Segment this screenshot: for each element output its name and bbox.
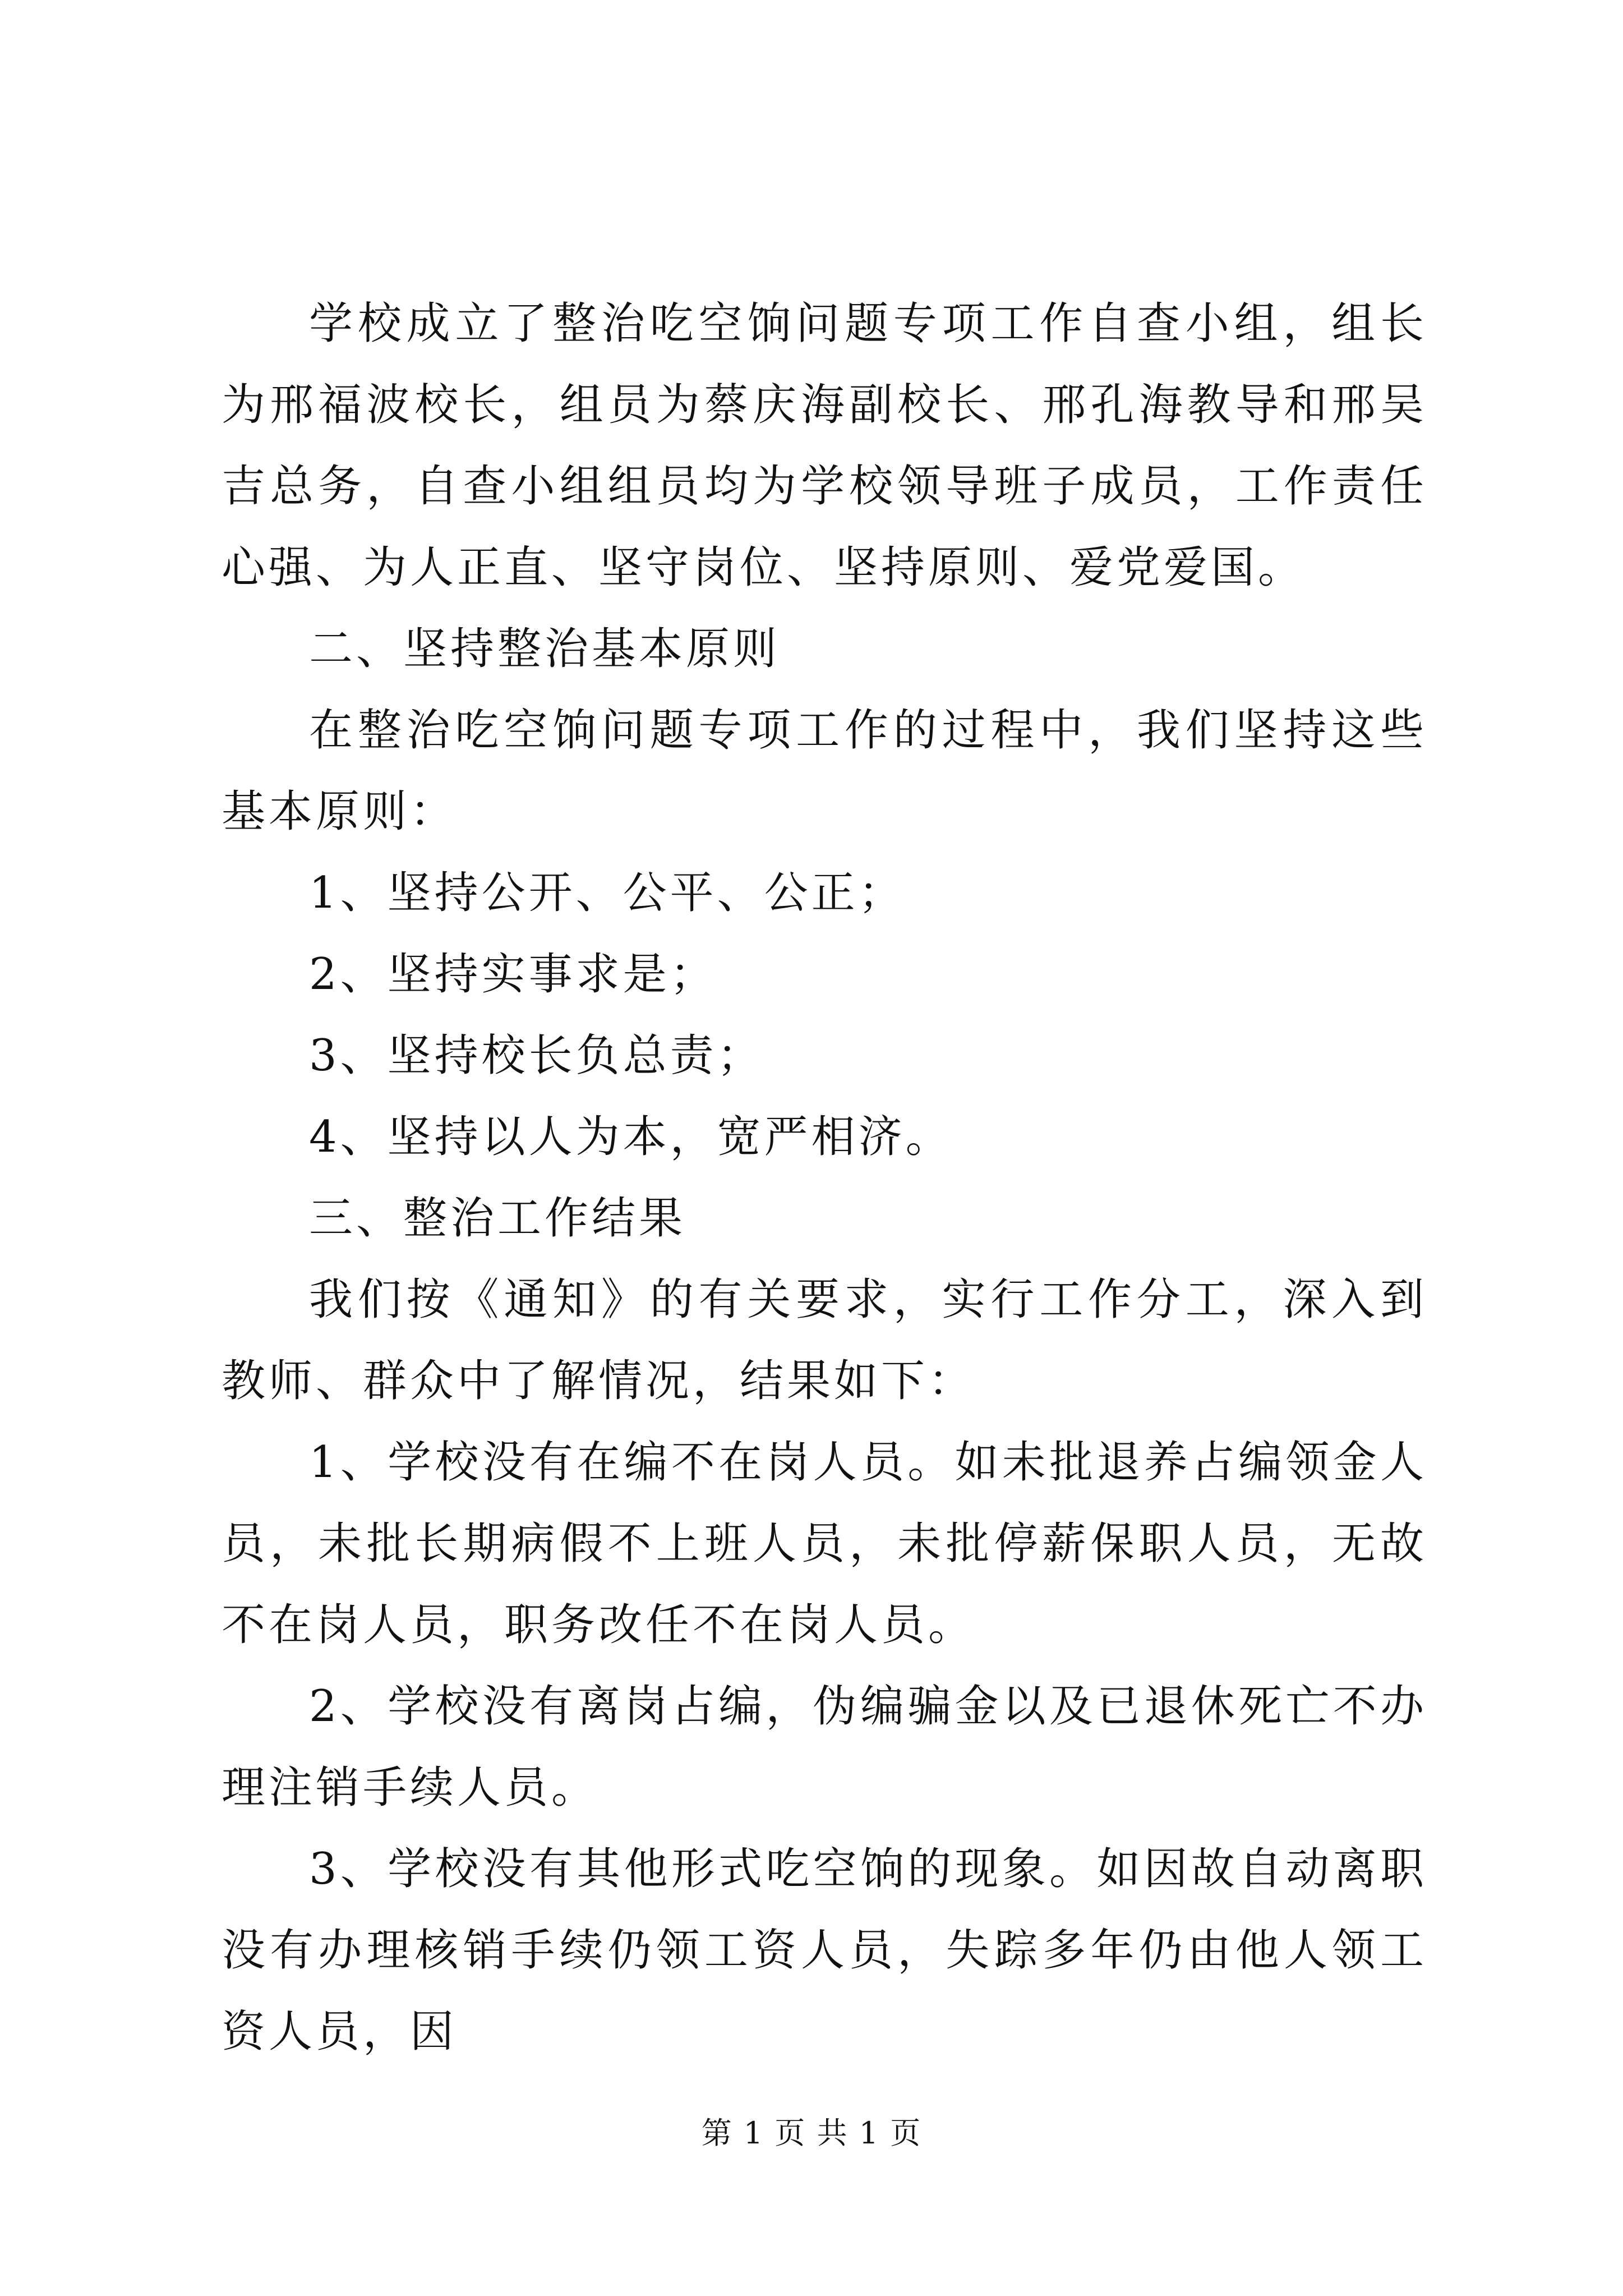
page-number-footer: 第 1 页 共 1 页 [701, 2115, 922, 2151]
list-item-principle-2: 2、坚持实事求是； [309, 949, 717, 1000]
document-body [222, 283, 1427, 2073]
list-item-result-1: 1、学校没有在编不在岗人员。如未批退养占编领金人员，未批长期病假不上班人员，未批停薪保职人员，无故不在岗人员，职务改任不在岗人员。 [222, 1437, 1427, 1650]
list-item-result-3: 3、学校没有其他形式吃空饷的现象。如因故自动离职没有办理核销手续仍领工资人员，失踪多年仍由他人领工资人员，因 [222, 1844, 1427, 2057]
heading-work-results: 三、整治工作结果 [309, 1193, 686, 1244]
list-item-result-2: 2、学校没有离岗占编，伪编骗金以及已退休死亡不办理注销手续人员。 [222, 1681, 1427, 1813]
paragraph-results-intro: 我们按《通知》的有关要求，实行工作分工，深入到教师、群众中了解情况，结果如下： [222, 1274, 1427, 1406]
list-item-principle-1: 1、坚持公开、公平、公正； [309, 868, 906, 918]
list-item-principle-4: 4、坚持以人为本，宽严相济。 [309, 1112, 953, 1162]
paragraph-self-check-group: 学校成立了整治吃空饷问题专项工作自查小组，组长为邢福波校长，组员为蔡庆海副校长、邢孔海教导和邢吴吉总务，自查小组组员均为学校领导班子成员，工作责任心强、为人正直、坚守岗位、坚持原则、爱党爱国。 [222, 298, 1427, 593]
paragraph-principles-intro: 在整治吃空饷问题专项工作的过程中，我们坚持这些基本原则： [222, 705, 1427, 837]
heading-basic-principles: 二、坚持整治基本原则 [309, 624, 781, 674]
list-item-principle-3: 3、坚持校长负总责； [309, 1030, 764, 1081]
